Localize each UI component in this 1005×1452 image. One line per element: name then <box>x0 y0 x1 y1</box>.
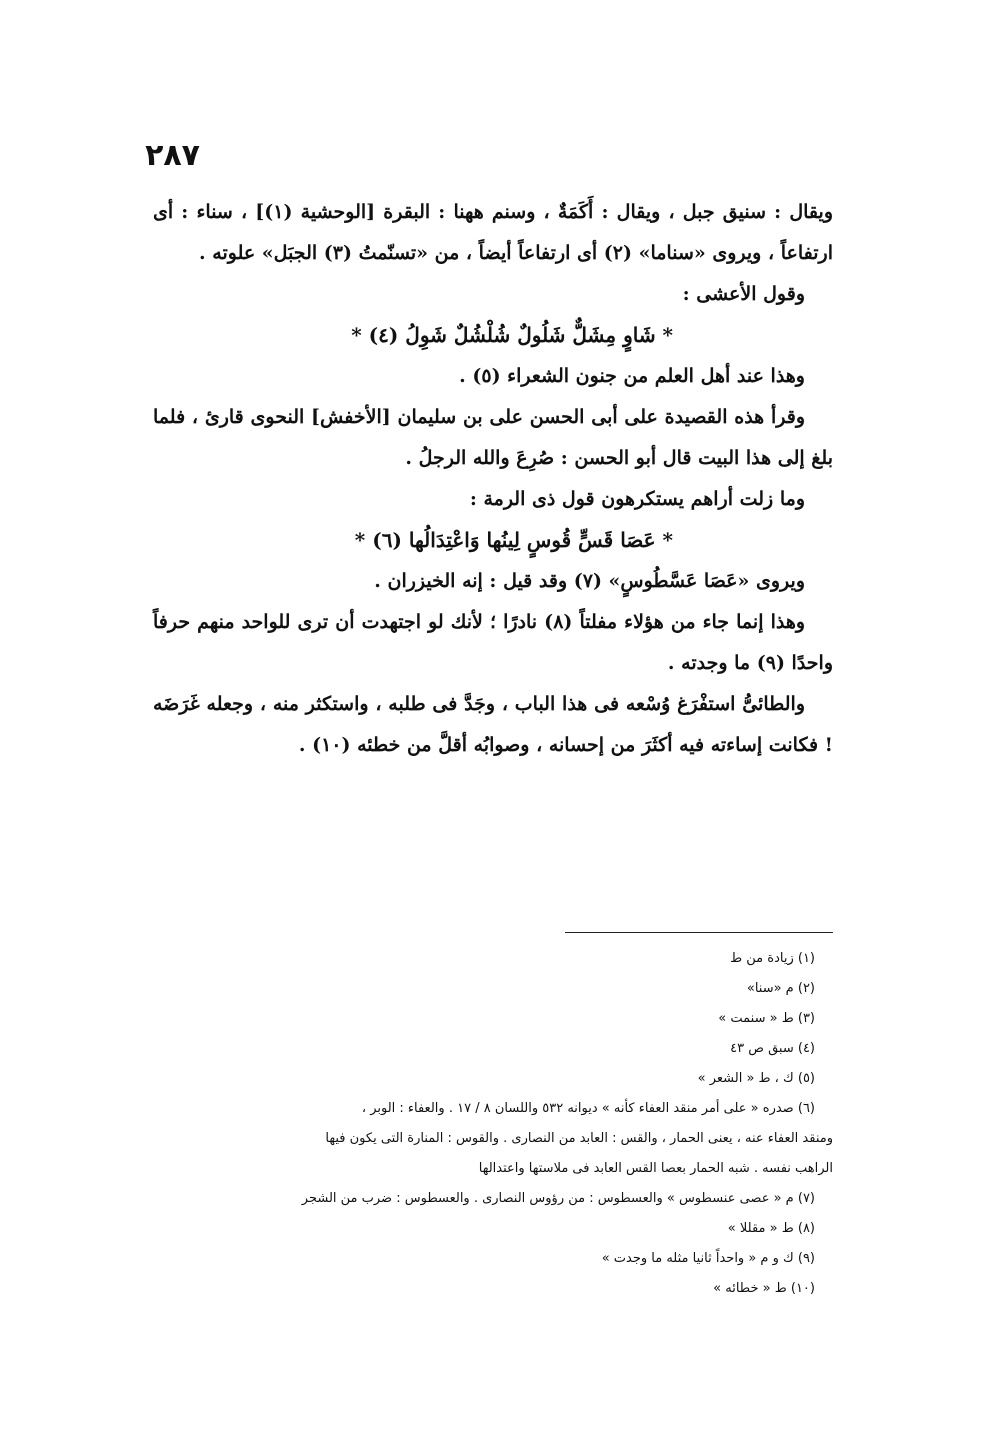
footnote: (١٠) ط « خطائه » <box>713 1281 815 1296</box>
poem-verse: * شَاوٍ مِشَلٌّ شَلُولٌ شُلْشُلٌ شَوِلُ (٤) * <box>351 323 673 347</box>
footnote: (٧) م « عصى عنسطوس » والعسطوس : من رؤوس النصارى . والعسطوس : ضرب من الشجر <box>301 1191 815 1206</box>
footnotes <box>153 944 833 1304</box>
footnote: (٢) م «سنا» <box>746 981 815 996</box>
paragraph: وهذا عند أهل العلم من جنون الشعراء (٥) . <box>459 365 805 387</box>
paragraph: وقرأ هذه القصيدة على أبى الحسن على بن سليمان [الأخفش] النحوى قارئ ، فلما بلغ إلى هذا البيت قال أبو الحسن : صُرِعَ والله الرجلُ . <box>153 406 833 469</box>
paragraph: ويروى «عَصَا عَسَّطُوسٍ» (٧) وقد قيل : إنه الخيزران . <box>374 570 805 592</box>
poem-verse: * عَصَا قَسٍّ قُوسٍ لِينُها وَاعْتِدَالُها (٦) * <box>354 528 673 552</box>
paragraph: ويقال : سنيق جبل ، ويقال : أَكَمَةٌ ، وسنم ههنا : البقرة [الوحشية (١)] ، سناء : أى ارتفاعاً ، ويروى «سناما» (٢) أى ارتفاعاً أيضاً ، من «تسنّمتُ (٣) الجبَل» علوته . <box>153 201 833 264</box>
footnote-divider <box>565 932 833 933</box>
paragraph: وما زلت أراهم يستكرهون قول ذى الرمة : <box>469 488 805 510</box>
paragraph: وهذا إنما جاء من هؤلاء مفلتاً (٨) نادرًا ؛ لأنك لو اجتهدت أن ترى للواحد منهم حرفاً واحدًا (٩) ما وجدته . <box>153 611 833 674</box>
footnote-continuation: ومنقد العفاء عنه ، يعنى الحمار ، والقس : العابد من النصارى . والقوس : المنارة التى يكون فيها <box>325 1131 833 1146</box>
footnote: (٦) صدره « على أمر منقد العفاء كأنه » ديوانه ٥٣٢ واللسان ٨ / ١٧ . والعفاء : الوبر ، <box>361 1101 815 1116</box>
footnote: (٣) ط « سنمت » <box>718 1011 815 1026</box>
footnote: (٥) ك ، ط « الشعر » <box>697 1071 815 1086</box>
footnote: (٤) سبق ص ٤٣ <box>730 1041 815 1056</box>
footnote-continuation: الراهب نفسه . شبه الحمار بعصا القس العابد فى ملاستها واعتدالها <box>478 1161 833 1176</box>
page-number: ٢٨٧ <box>145 138 200 173</box>
main-text <box>153 192 833 766</box>
footnote: (٩) ك و م « واحداً ثانيا مثله ما وجدت » <box>601 1251 815 1266</box>
footnote: (٨) ط « مقللا » <box>727 1221 815 1236</box>
paragraph: والطائىُّ استفْرَغ وُسْعه فى هذا الباب ، وجَدَّ فى طلبه ، واستكثر منه ، وجعله غَرَضَه ! فكانت إساءته فيه أكثَرَ من إحسانه ، وصوابُه أقلَّ من خطئه (١٠) . <box>153 693 833 756</box>
paragraph: وقول الأعشى : <box>682 283 805 305</box>
footnote: (١) زيادة من ط <box>730 951 815 966</box>
